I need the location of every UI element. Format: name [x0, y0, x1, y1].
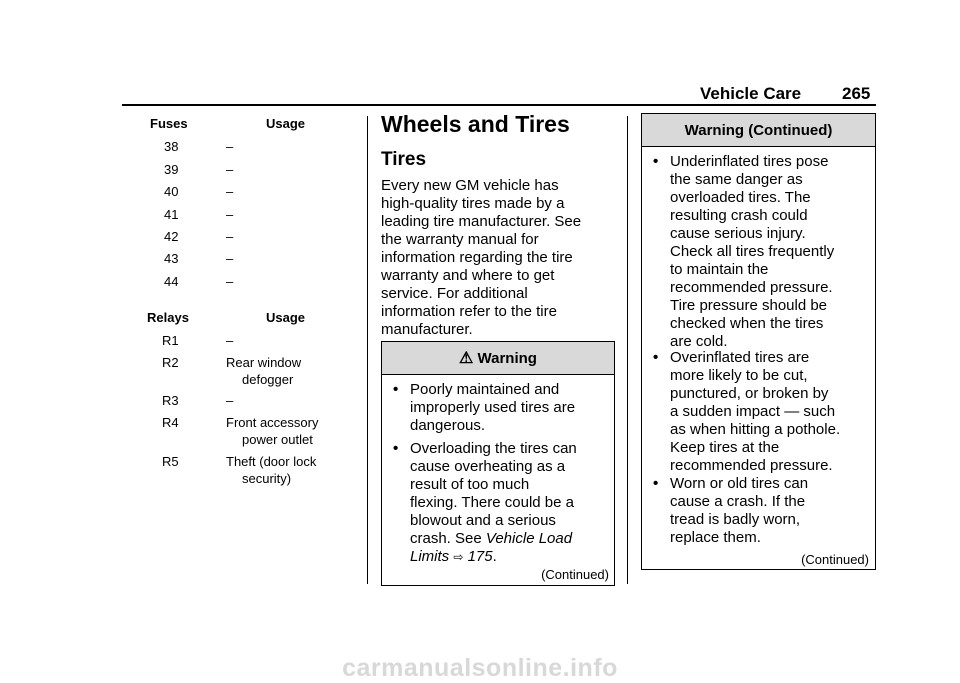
continued-label: (Continued) [541, 567, 609, 582]
fuse-usage: – [226, 207, 234, 222]
warning-continued-box [641, 113, 876, 570]
bullet-line: blowout and a serious [410, 512, 556, 529]
page-reference[interactable]: 175 [467, 548, 493, 565]
paragraph-line: Every new GM vehicle has [381, 177, 559, 194]
relay-usage-continued: power outlet [242, 432, 313, 447]
bullet-line: more likely to be cut, [670, 367, 808, 384]
bullet-line: flexing. There could be a [410, 494, 574, 511]
page-number: 265 [842, 84, 871, 103]
bullet-line: Overloading the tires can [410, 440, 577, 457]
relay-usage: – [226, 333, 234, 348]
bullet-line: Overinflated tires are [670, 349, 810, 366]
relay-usage: – [226, 393, 234, 408]
bullet-line: as when hitting a pothole. [670, 421, 841, 438]
bullet-line: recommended pressure. [670, 457, 833, 474]
continued-label: (Continued) [801, 552, 869, 567]
fuse-usage: – [226, 184, 234, 199]
bullet-dot: • [653, 349, 659, 366]
running-header-title: Vehicle Care [700, 84, 802, 103]
period: . [492, 548, 497, 565]
paragraph-line: leading tire manufacturer. See [381, 213, 582, 230]
relays-usage-header: Usage [266, 310, 306, 325]
bullet-dot: • [393, 440, 399, 457]
paragraph-line: manufacturer. [381, 321, 473, 338]
relay-number: R2 [162, 355, 179, 370]
relay-number: R1 [162, 333, 179, 348]
relay-number: R5 [162, 454, 179, 469]
bullet-line: Poorly maintained and [410, 381, 560, 398]
bullet-line: Check all tires frequently [670, 243, 835, 260]
bullet-line: to maintain the [670, 261, 769, 278]
bullet-text [670, 153, 834, 351]
paragraph-line: the warranty manual for [381, 231, 539, 248]
fuse-usage: – [226, 251, 234, 266]
bullet-line: overloaded tires. The [670, 189, 811, 206]
relay-usage: Rear window [226, 355, 302, 370]
relay-usage-continued: security) [242, 471, 292, 486]
section-title: Wheels and Tires [381, 111, 570, 137]
warning-title: Warning [477, 350, 537, 367]
fuse-number: 39 [164, 162, 179, 177]
bullet-dot: • [653, 153, 659, 170]
bullet-line: resulting crash could [670, 207, 808, 224]
warning-icon: ⚠ [459, 350, 474, 367]
header-rule [122, 104, 876, 106]
watermark: carmanualsonline.info [342, 654, 618, 682]
page-reference-icon: ⇨ [453, 550, 464, 564]
fuse-number: 44 [164, 274, 179, 289]
relay-number: R3 [162, 393, 179, 408]
bullet-line: dangerous. [410, 417, 486, 434]
relay-number: R4 [162, 415, 179, 430]
bullet-text [410, 440, 577, 566]
bullet-line: a sudden impact — such [670, 403, 836, 420]
column-divider-right [627, 116, 628, 584]
warning-header [382, 342, 614, 375]
fuse-number: 38 [164, 139, 179, 154]
bullet-text [670, 349, 840, 475]
cross-reference-link[interactable]: Vehicle Load [485, 530, 573, 547]
bullet-dot: • [653, 475, 659, 492]
paragraph-line: service. For additional [381, 285, 528, 302]
paragraph-line: high-quality tires made by a [381, 195, 565, 212]
fuse-number: 41 [164, 207, 179, 222]
intro-paragraph [381, 177, 611, 339]
relay-usage: Theft (door lock [226, 454, 317, 469]
warning-box [381, 341, 615, 586]
bullet-line: replace them. [670, 529, 761, 546]
fuse-usage: – [226, 274, 234, 289]
fuses-usage-header: Usage [266, 116, 306, 131]
fuse-number: 43 [164, 251, 179, 266]
bullet-line: the same danger as [670, 171, 803, 188]
bullet-line: are cold. [670, 333, 728, 350]
fuse-usage: – [226, 139, 234, 154]
paragraph-line: information regarding the tire [381, 249, 573, 266]
paragraph-line: information refer to the tire [381, 303, 557, 320]
bullet-line: checked when the tires [670, 315, 824, 332]
fuse-number: 42 [164, 229, 179, 244]
fuses-column-header: Fuses [150, 116, 188, 131]
cross-reference-link[interactable]: Limits [410, 548, 450, 565]
bullet-line: cause a crash. If the [670, 493, 806, 510]
relay-usage: Front accessory [226, 415, 319, 430]
bullet-line: result of too much [410, 476, 530, 493]
column-divider-left [367, 116, 368, 584]
bullet-text [670, 475, 808, 547]
bullet-dot: • [393, 381, 399, 398]
bullet-line: Keep tires at the [670, 439, 780, 456]
bullet-line: improperly used tires are [410, 399, 576, 416]
see-text: crash. See [410, 530, 482, 547]
fuse-number: 40 [164, 184, 179, 199]
fuse-usage: – [226, 229, 234, 244]
bullet-line [410, 530, 577, 548]
bullet-line: tread is badly worn, [670, 511, 801, 528]
bullet-text [410, 381, 575, 435]
fuse-usage: – [226, 162, 234, 177]
bullet-line: Underinflated tires pose [670, 153, 829, 170]
bullet-line: cause overheating as a [410, 458, 566, 475]
bullet-line [410, 548, 577, 566]
warning-continued-header: Warning (Continued) [642, 114, 875, 147]
bullet-line: recommended pressure. [670, 279, 833, 296]
relays-column-header: Relays [147, 310, 189, 325]
bullet-line: punctured, or broken by [670, 385, 829, 402]
subsection-title: Tires [381, 149, 427, 170]
relay-usage-continued: defogger [242, 372, 294, 387]
bullet-line: Tire pressure should be [670, 297, 828, 314]
bullet-line: Worn or old tires can [670, 475, 809, 492]
paragraph-line: warranty and where to get [381, 267, 555, 284]
bullet-line: cause serious injury. [670, 225, 806, 242]
